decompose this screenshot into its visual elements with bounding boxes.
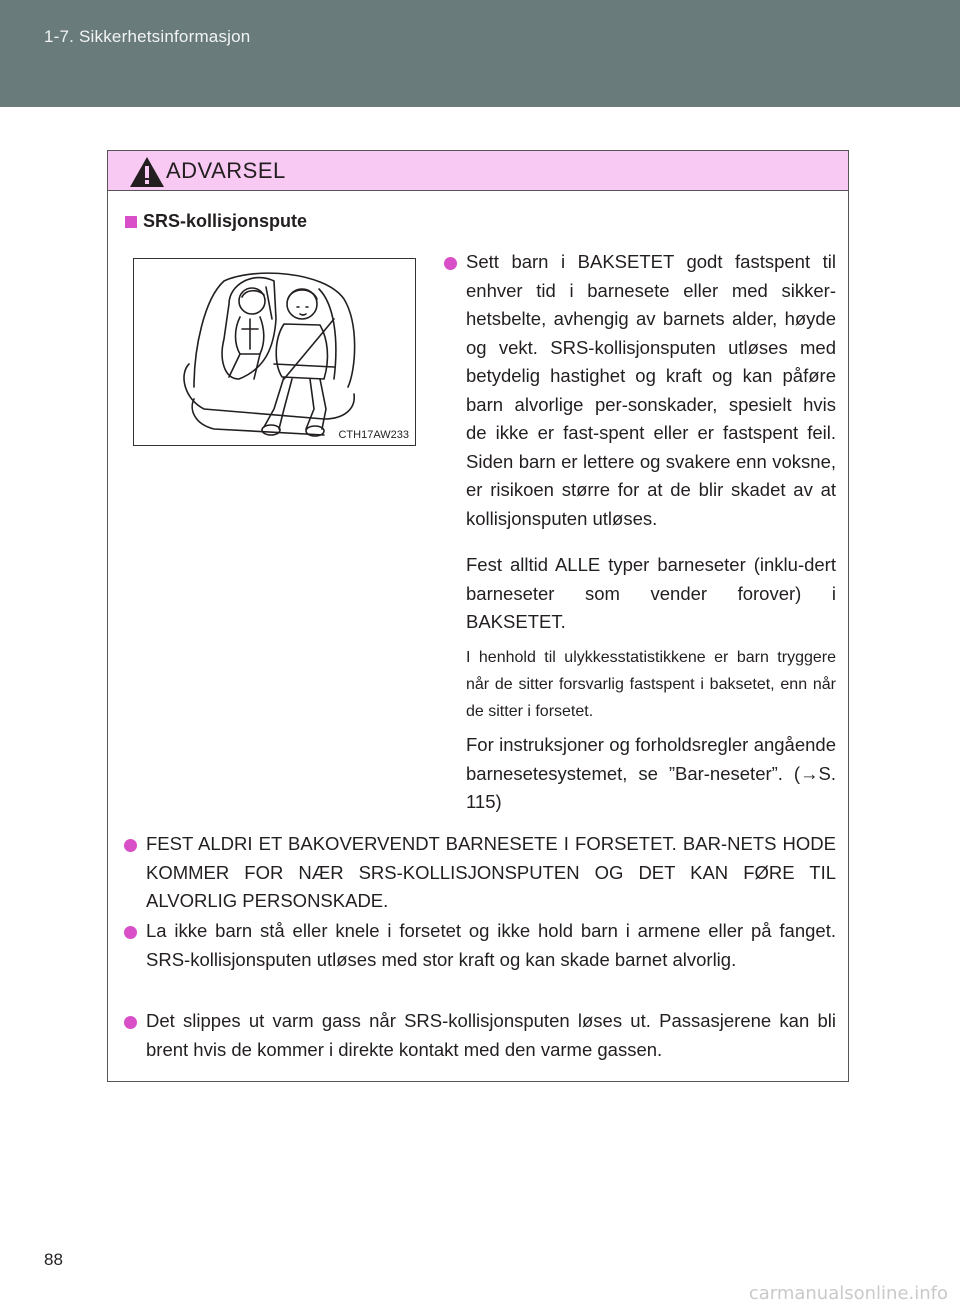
round-bullet-icon	[124, 1016, 137, 1029]
chapter-title: 1-7. Sikkerhetsinformasjon	[44, 27, 251, 46]
round-bullet-icon	[124, 926, 137, 939]
paragraph-child-rear-seat: Sett barn i BAKSETET godt fastspent til enhver tid i barnesete eller med sikker-hetsbelte, avhengig av barnets alder, høyde og vekt. SRS-kollisjonsputen utløses med betydelig hastighet og kraft og kan påføre barn alvorlige per-sonskader, spesielt hvis de ikke er fast-spent eller er fastspent feil. Siden barn er lettere og svakere enn voksne, er risikoen større for at de blir skadet av at kollisjonsputen utløses.	[466, 251, 836, 529]
figure-label: CTH17AW233	[338, 429, 409, 441]
warning-box	[107, 150, 849, 1082]
section-title: SRS-kollisjonspute	[143, 211, 308, 231]
paragraph-all-child-seats: Fest alltid ALLE typer barneseter (inklu-dert barneseter som vender forover) i BAKSETET.	[466, 554, 836, 632]
square-bullet-icon	[125, 216, 137, 228]
paragraph-instructions-reference: For instruksjoner og forholdsregler angående barnesetesystemet, se ”Bar-neseter”. (→S. 115)	[466, 734, 836, 812]
watermark: carmanualsonline.info	[748, 1283, 948, 1304]
warning-title: ADVARSEL	[166, 158, 286, 183]
child-seat-drawing	[134, 259, 415, 445]
paragraph-hot-gas-warning: Det slippes ut varm gass når SRS-kollisjonsputen løses ut. Passasjerene kan bli brent hvis de kommer i direkte kontakt med den varme gassen.	[146, 1010, 836, 1060]
round-bullet-icon	[444, 257, 457, 270]
paragraph-no-standing-children: La ikke barn stå eller knele i forsetet og ikke hold barn i armene eller på fanget. SRS-kollisjonsputen utløses med stor kraft og kan skade barnet alvorlig.	[146, 920, 836, 970]
warning-triangle-icon	[128, 155, 166, 189]
paragraph-rear-facing-seat-warning: FEST ALDRI ET BAKOVERVENDT BARNESETE I FORSETET. BAR-NETS HODE KOMMER FOR NÆR SRS-KOLLISJONSPUTEN OG DET KAN FØRE TIL ALVORLIG PERSONSKADE.	[146, 833, 836, 911]
page-number: 88	[44, 1250, 63, 1269]
page-header	[0, 0, 960, 107]
round-bullet-icon	[124, 839, 137, 852]
warning-header	[108, 151, 848, 191]
section-heading	[125, 211, 307, 232]
paragraph-statistics: I henhold til ulykkesstatistikkene er barn tryggere når de sitter forsvarlig fastspent i baksetet, enn når de sitter i forsetet.	[466, 649, 836, 720]
child-seat-illustration	[133, 258, 416, 446]
